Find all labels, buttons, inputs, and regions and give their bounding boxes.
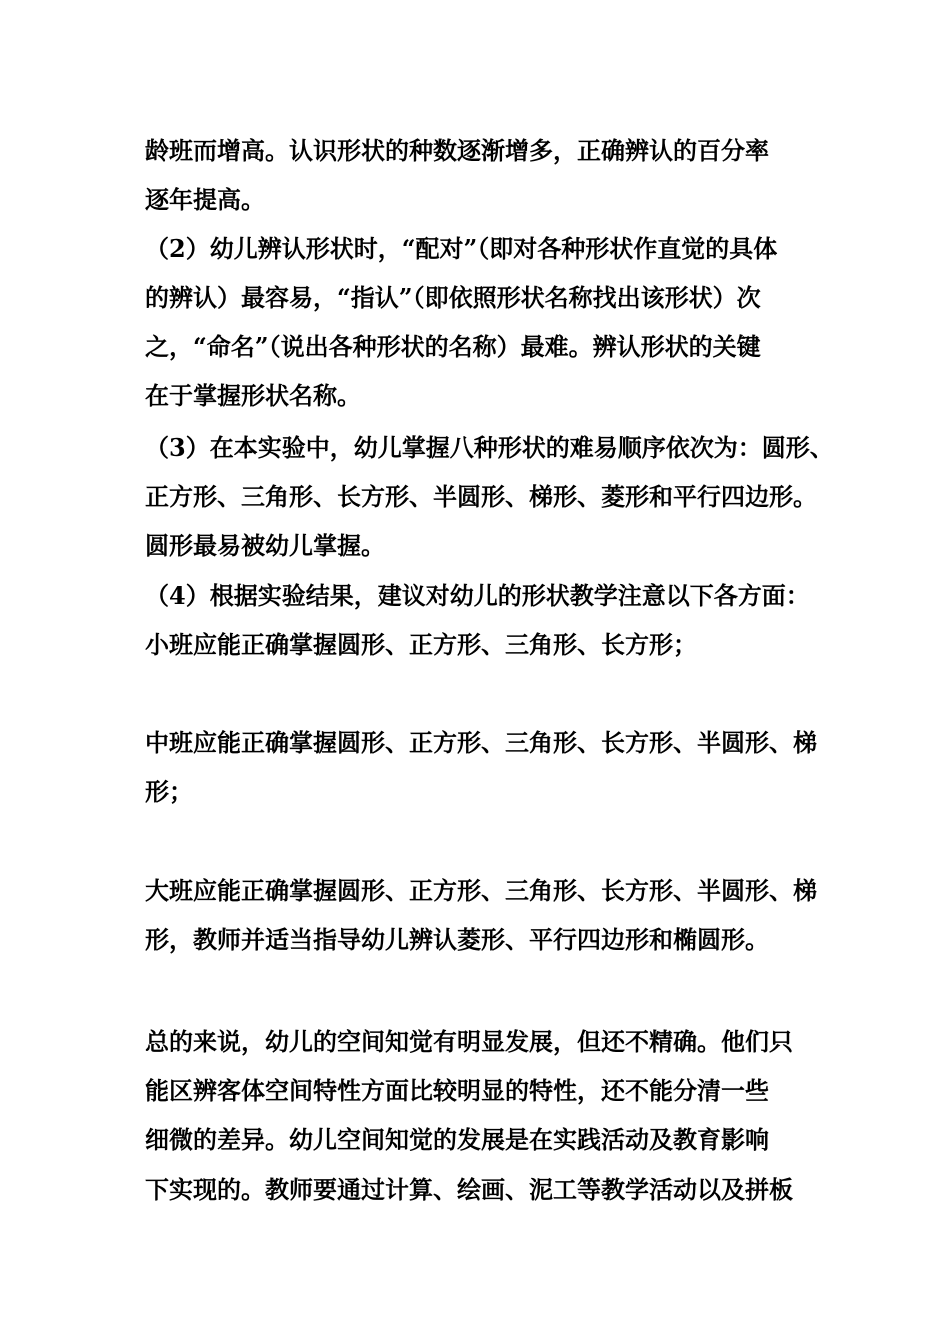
- text-line: 大班应能正确掌握圆形、正方形、三角形、长方形、半圆形、梯: [145, 876, 817, 905]
- text-line: 的辨认）最容易，“指认”（即依照形状名称找出该形状）次: [145, 283, 761, 312]
- text-line: 形，教师并适当指导幼儿辨认菱形、平行四边形和椭圆形。: [145, 925, 769, 954]
- text-line: 总的来说，幼儿的空间知觉有明显发展，但还不精确。他们只: [145, 1027, 793, 1056]
- text-line: （2）幼儿辨认形状时，“配对”（即对各种形状作直觉的具体: [145, 234, 778, 263]
- text-line: 细微的差异。幼儿空间知觉的发展是在实践活动及教育影响: [145, 1125, 769, 1154]
- text-line: （3）在本实验中，幼儿掌握八种形状的难易顺序依次为：圆形、: [145, 433, 834, 462]
- text-line: 小班应能正确掌握圆形、正方形、三角形、长方形；: [145, 630, 697, 659]
- text-line: 中班应能正确掌握圆形、正方形、三角形、长方形、半圆形、梯: [145, 728, 817, 757]
- text-line: 能区辨客体空间特性方面比较明显的特性，还不能分清一些: [145, 1076, 769, 1105]
- text-line: 之，“命名”（说出各种形状的名称）最难。辨认形状的关键: [145, 332, 761, 361]
- text-line: 龄班而增高。认识形状的种数逐渐增多，正确辨认的百分率: [145, 136, 769, 165]
- text-line: 逐年提高。: [145, 185, 265, 214]
- text-line: 形；: [145, 777, 193, 806]
- text-line: 圆形最易被幼儿掌握。: [145, 531, 385, 560]
- text-line: 在于掌握形状名称。: [145, 381, 361, 410]
- text-line: 下实现的。教师要通过计算、绘画、泥工等教学活动以及拼板: [145, 1175, 793, 1204]
- text-line: 正方形、三角形、长方形、半圆形、梯形、菱形和平行四边形。: [145, 482, 817, 511]
- text-line: （4）根据实验结果，建议对幼儿的形状教学注意以下各方面：: [145, 581, 810, 610]
